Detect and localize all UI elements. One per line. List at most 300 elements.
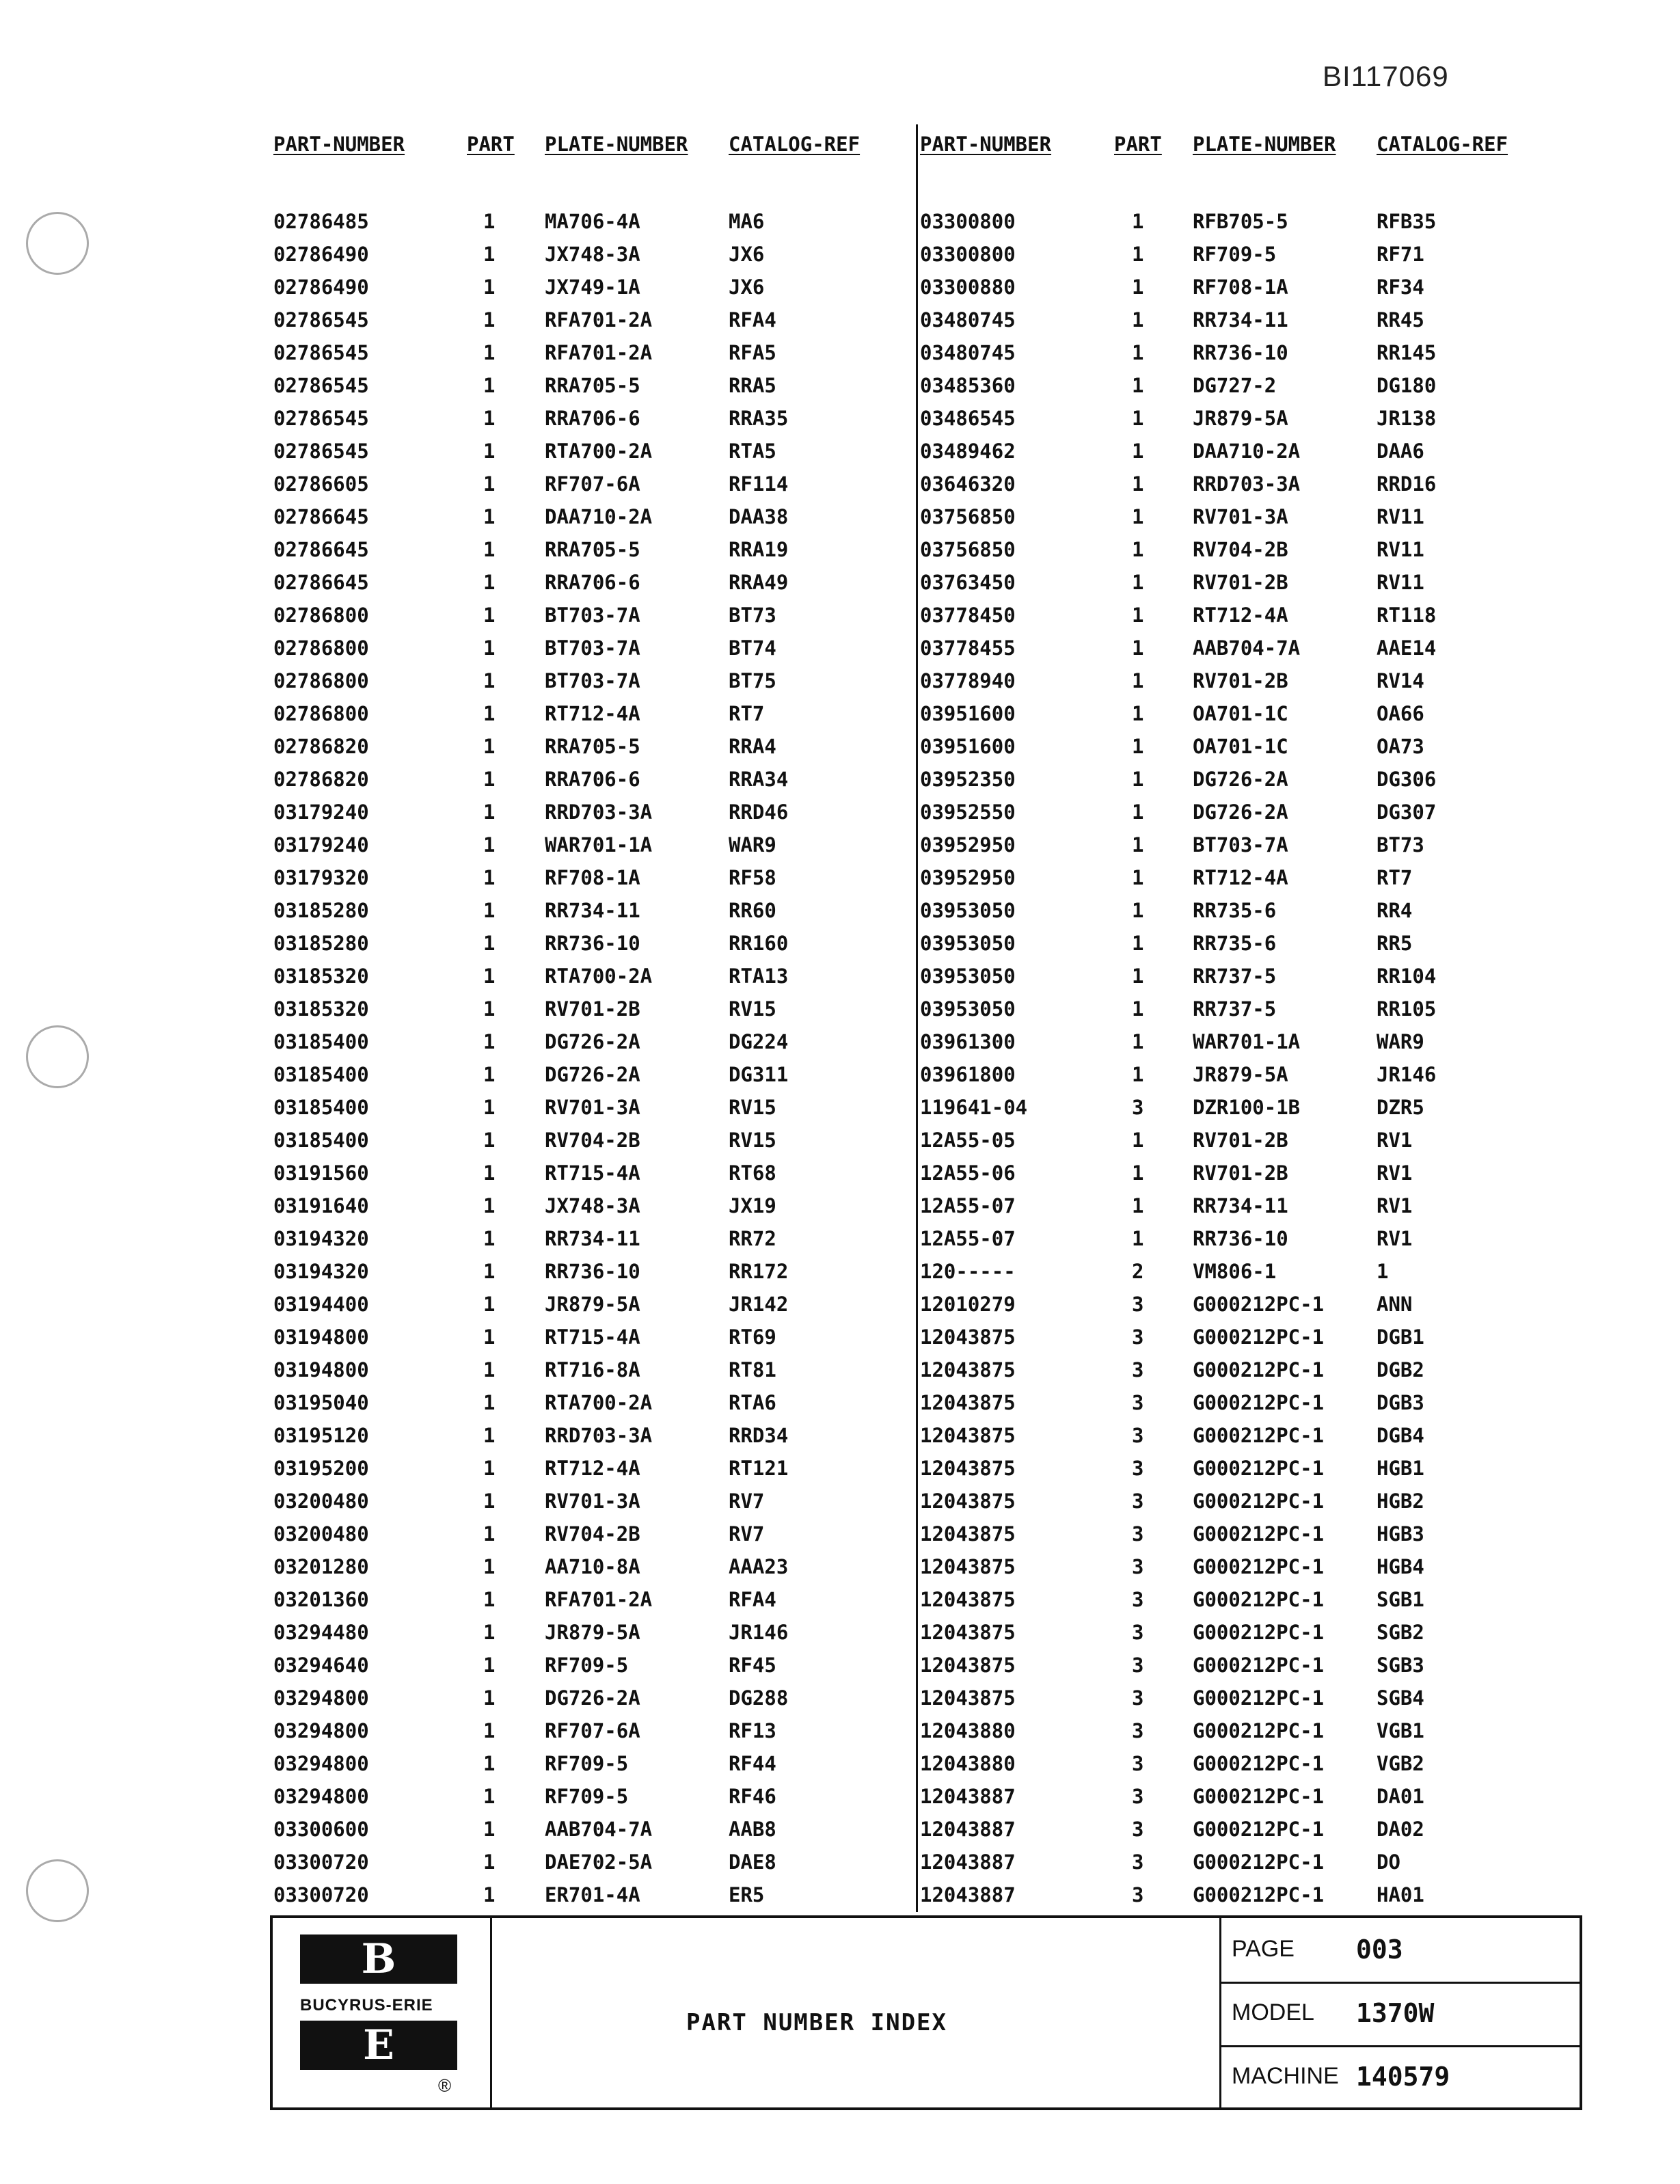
- catalog-ref-cell: ER5: [729, 1883, 765, 1906]
- machine-row: [1219, 2045, 1580, 2109]
- part-number-cell: 03179240: [273, 833, 369, 857]
- plate-number-cell: RRA705-5: [545, 735, 640, 758]
- catalog-ref-cell: RT121: [729, 1457, 789, 1480]
- plate-number-cell: RT712-4A: [1193, 604, 1288, 627]
- catalog-ref-cell: RRA5: [729, 374, 776, 397]
- plate-number-cell: RF709-5: [545, 1654, 629, 1677]
- plate-number-cell: AAB704-7A: [545, 1818, 653, 1841]
- catalog-ref-cell: RV15: [729, 1129, 776, 1152]
- part-number-cell: 03191560: [273, 1161, 369, 1185]
- plate-number-cell: RR737-5: [1193, 965, 1277, 988]
- part-qty-cell: 3: [1132, 1818, 1144, 1841]
- part-number-cell: 120-----: [920, 1260, 1016, 1283]
- catalog-ref-cell: DA01: [1377, 1785, 1424, 1808]
- catalog-ref-cell: DGB3: [1377, 1391, 1424, 1414]
- table-row: [0, 1058, 1680, 1091]
- plate-number-cell: RR734-11: [1193, 308, 1288, 332]
- plate-number-cell: RF708-1A: [545, 866, 640, 889]
- table-row: [0, 1846, 1680, 1878]
- plate-number-cell: RV701-2B: [545, 997, 640, 1021]
- catalog-ref-cell: RF44: [729, 1752, 776, 1775]
- header-part-number-left: PART-NUMBER: [273, 133, 405, 156]
- part-qty-cell: 1: [483, 1522, 496, 1546]
- part-number-cell: 03194400: [273, 1293, 369, 1316]
- catalog-ref-cell: BT75: [729, 669, 776, 692]
- catalog-ref-cell: WAR9: [729, 833, 776, 857]
- plate-number-cell: RR734-11: [1193, 1194, 1288, 1217]
- part-number-cell: 02786800: [273, 669, 369, 692]
- catalog-ref-cell: JR146: [729, 1621, 789, 1644]
- part-qty-cell: 1: [1132, 997, 1144, 1021]
- catalog-ref-cell: RTA6: [729, 1391, 776, 1414]
- part-qty-cell: 1: [483, 997, 496, 1021]
- part-qty-cell: 1: [483, 800, 496, 824]
- plate-number-cell: RRA706-6: [545, 571, 640, 594]
- table-row: [0, 1714, 1680, 1747]
- plate-number-cell: RFA701-2A: [545, 1588, 653, 1611]
- table-row: [0, 1025, 1680, 1058]
- part-qty-cell: 1: [1132, 735, 1144, 758]
- logo-letter-e: E: [363, 2021, 394, 2069]
- catalog-ref-cell: RV11: [1377, 571, 1424, 594]
- part-number-cell: 03200480: [273, 1489, 369, 1513]
- table-row: [0, 1452, 1680, 1485]
- table-row: [0, 468, 1680, 500]
- part-number-cell: 03194320: [273, 1227, 369, 1250]
- machine-value: 140579: [1356, 2062, 1450, 2092]
- part-number-cell: 02786800: [273, 604, 369, 627]
- catalog-ref-cell: RV1: [1377, 1129, 1413, 1152]
- registered-mark: ®: [438, 2075, 452, 2096]
- table-row: [0, 205, 1680, 238]
- plate-number-cell: DG726-2A: [545, 1063, 640, 1086]
- catalog-ref-cell: SGB2: [1377, 1621, 1424, 1644]
- part-number-cell: 12043875: [920, 1489, 1016, 1513]
- part-qty-cell: 1: [483, 669, 496, 692]
- part-number-cell: 12043875: [920, 1621, 1016, 1644]
- part-qty-cell: 1: [483, 1325, 496, 1349]
- part-number-cell: 12043880: [920, 1719, 1016, 1742]
- part-qty-cell: 3: [1132, 1621, 1144, 1644]
- part-qty-cell: 1: [483, 308, 496, 332]
- plate-number-cell: RF709-5: [545, 1785, 629, 1808]
- catalog-ref-cell: RFA4: [729, 308, 776, 332]
- catalog-ref-cell: OA73: [1377, 735, 1424, 758]
- part-qty-cell: 1: [483, 243, 496, 266]
- table-row: [0, 1518, 1680, 1550]
- plate-number-cell: RT716-8A: [545, 1358, 640, 1381]
- part-qty-cell: 1: [1132, 800, 1144, 824]
- part-number-cell: 03953050: [920, 899, 1016, 922]
- catalog-ref-cell: RFA5: [729, 341, 776, 364]
- part-number-cell: 03952950: [920, 833, 1016, 857]
- plate-number-cell: RT712-4A: [545, 1457, 640, 1480]
- catalog-ref-cell: DG288: [729, 1686, 789, 1710]
- part-number-cell: 03185320: [273, 965, 369, 988]
- plate-number-cell: JR879-5A: [545, 1293, 640, 1316]
- page-row: [1219, 1918, 1580, 1984]
- company-logo: [273, 1918, 492, 2107]
- catalog-ref-cell: RV14: [1377, 669, 1424, 692]
- part-qty-cell: 1: [1132, 1227, 1144, 1250]
- part-qty-cell: 1: [483, 1818, 496, 1841]
- plate-number-cell: VM806-1: [1193, 1260, 1277, 1283]
- part-qty-cell: 1: [483, 1096, 496, 1119]
- part-number-cell: 02786820: [273, 768, 369, 791]
- plate-number-cell: WAR701-1A: [545, 833, 653, 857]
- part-qty-cell: 3: [1132, 1555, 1144, 1578]
- part-qty-cell: 1: [483, 1194, 496, 1217]
- table-row: [0, 1747, 1680, 1780]
- plate-number-cell: RRA705-5: [545, 538, 640, 561]
- catalog-ref-cell: RT118: [1377, 604, 1437, 627]
- catalog-ref-cell: RT7: [1377, 866, 1413, 889]
- logo-letter-b: B: [361, 1935, 396, 1983]
- table-row: [0, 1157, 1680, 1189]
- logo-b-block: [300, 1934, 457, 1984]
- part-qty-cell: 1: [483, 1686, 496, 1710]
- part-number-cell: 12043875: [920, 1522, 1016, 1546]
- catalog-ref-cell: HGB1: [1377, 1457, 1424, 1480]
- catalog-ref-cell: RTA5: [729, 440, 776, 463]
- part-number-cell: 03194320: [273, 1260, 369, 1283]
- header-part-left: PART: [467, 133, 515, 156]
- catalog-ref-cell: RT7: [729, 702, 765, 725]
- catalog-ref-cell: WAR9: [1377, 1030, 1424, 1053]
- part-qty-cell: 1: [483, 374, 496, 397]
- catalog-ref-cell: RRA4: [729, 735, 776, 758]
- part-number-cell: 02786490: [273, 243, 369, 266]
- plate-number-cell: RV701-2B: [1193, 1161, 1288, 1185]
- part-number-cell: 03185400: [273, 1063, 369, 1086]
- table-row: [0, 1616, 1680, 1649]
- part-qty-cell: 1: [483, 341, 496, 364]
- plate-number-cell: RV704-2B: [1193, 538, 1288, 561]
- part-qty-cell: 1: [483, 505, 496, 528]
- catalog-ref-cell: RF71: [1377, 243, 1424, 266]
- catalog-ref-cell: RR145: [1377, 341, 1437, 364]
- catalog-ref-cell: RV1: [1377, 1161, 1413, 1185]
- catalog-ref-cell: DG180: [1377, 374, 1437, 397]
- part-number-cell: 03646320: [920, 472, 1016, 496]
- plate-number-cell: BT703-7A: [545, 669, 640, 692]
- part-qty-cell: 1: [483, 866, 496, 889]
- part-qty-cell: 1: [483, 1621, 496, 1644]
- part-qty-cell: 3: [1132, 1096, 1144, 1119]
- catalog-ref-cell: AAB8: [729, 1818, 776, 1841]
- part-number-cell: 12043875: [920, 1457, 1016, 1480]
- model-value: 1370W: [1356, 1998, 1435, 2028]
- part-qty-cell: 1: [483, 1588, 496, 1611]
- header-plate-number-left: PLATE-NUMBER: [545, 133, 688, 156]
- title-block: [270, 1915, 1582, 2110]
- catalog-ref-cell: RRA19: [729, 538, 789, 561]
- plate-number-cell: JR879-5A: [545, 1621, 640, 1644]
- part-number-cell: 03294800: [273, 1719, 369, 1742]
- part-qty-cell: 1: [483, 1358, 496, 1381]
- plate-number-cell: OA701-1C: [1193, 735, 1288, 758]
- table-row: [0, 402, 1680, 435]
- catalog-ref-cell: DGB1: [1377, 1325, 1424, 1349]
- part-qty-cell: 1: [1132, 866, 1144, 889]
- part-qty-cell: 1: [483, 1555, 496, 1578]
- plate-number-cell: BT703-7A: [545, 636, 640, 660]
- parts-table: [0, 205, 1680, 1911]
- catalog-ref-cell: SGB4: [1377, 1686, 1424, 1710]
- table-row: [0, 1091, 1680, 1124]
- catalog-ref-cell: BT74: [729, 636, 776, 660]
- part-number-cell: 03185280: [273, 899, 369, 922]
- plate-number-cell: RV704-2B: [545, 1522, 640, 1546]
- header-catalog-ref-right: CATALOG-REF: [1377, 133, 1508, 156]
- part-number-cell: 03953050: [920, 997, 1016, 1021]
- plate-number-cell: RRA706-6: [545, 768, 640, 791]
- part-qty-cell: 1: [1132, 505, 1144, 528]
- part-number-cell: 03961800: [920, 1063, 1016, 1086]
- logo-e-block: [300, 2021, 457, 2070]
- part-number-cell: 03179320: [273, 866, 369, 889]
- part-qty-cell: 1: [483, 210, 496, 233]
- catalog-ref-cell: DGB2: [1377, 1358, 1424, 1381]
- part-qty-cell: 1: [1132, 407, 1144, 430]
- part-qty-cell: 1: [483, 407, 496, 430]
- part-qty-cell: 1: [483, 965, 496, 988]
- table-row: [0, 271, 1680, 304]
- part-qty-cell: 1: [483, 440, 496, 463]
- catalog-ref-cell: RF114: [729, 472, 789, 496]
- part-number-cell: 02786545: [273, 341, 369, 364]
- catalog-ref-cell: ANN: [1377, 1293, 1413, 1316]
- table-row: [0, 435, 1680, 468]
- part-number-cell: 03195200: [273, 1457, 369, 1480]
- part-number-cell: 03194800: [273, 1358, 369, 1381]
- catalog-ref-cell: RF13: [729, 1719, 776, 1742]
- part-number-cell: 12043875: [920, 1686, 1016, 1710]
- catalog-ref-cell: JR146: [1377, 1063, 1437, 1086]
- table-row: [0, 828, 1680, 861]
- part-qty-cell: 3: [1132, 1686, 1144, 1710]
- plate-number-cell: RR735-6: [1193, 899, 1277, 922]
- part-number-cell: 12043880: [920, 1752, 1016, 1775]
- part-number-cell: 03300720: [273, 1850, 369, 1874]
- part-qty-cell: 1: [483, 1719, 496, 1742]
- part-number-cell: 02786800: [273, 702, 369, 725]
- header-catalog-ref-left: CATALOG-REF: [729, 133, 861, 156]
- table-row: [0, 796, 1680, 828]
- plate-number-cell: RR734-11: [545, 1227, 640, 1250]
- part-qty-cell: 1: [1132, 243, 1144, 266]
- plate-number-cell: RF709-5: [1193, 243, 1277, 266]
- plate-number-cell: G000212PC-1: [1193, 1654, 1325, 1677]
- plate-number-cell: G000212PC-1: [1193, 1621, 1325, 1644]
- catalog-ref-cell: AAE14: [1377, 636, 1437, 660]
- catalog-ref-cell: RR104: [1377, 965, 1437, 988]
- plate-number-cell: BT703-7A: [1193, 833, 1288, 857]
- catalog-ref-cell: RT68: [729, 1161, 776, 1185]
- catalog-ref-cell: 1: [1377, 1260, 1389, 1283]
- plate-number-cell: RFA701-2A: [545, 308, 653, 332]
- catalog-ref-cell: BT73: [729, 604, 776, 627]
- catalog-ref-cell: HGB4: [1377, 1555, 1424, 1578]
- catalog-ref-cell: RV15: [729, 997, 776, 1021]
- plate-number-cell: G000212PC-1: [1193, 1752, 1325, 1775]
- plate-number-cell: DG726-2A: [545, 1030, 640, 1053]
- header-part-number-right: PART-NUMBER: [920, 133, 1052, 156]
- part-qty-cell: 2: [1132, 1260, 1144, 1283]
- plate-number-cell: JX749-1A: [545, 275, 640, 299]
- part-number-cell: 03480745: [920, 308, 1016, 332]
- part-qty-cell: 1: [483, 1227, 496, 1250]
- catalog-ref-cell: DGB4: [1377, 1424, 1424, 1447]
- part-qty-cell: 3: [1132, 1654, 1144, 1677]
- part-qty-cell: 1: [1132, 374, 1144, 397]
- plate-number-cell: RTA700-2A: [545, 965, 653, 988]
- plate-number-cell: JR879-5A: [1193, 1063, 1288, 1086]
- plate-number-cell: DG727-2: [1193, 374, 1277, 397]
- part-number-cell: 03294640: [273, 1654, 369, 1677]
- part-number-cell: 03763450: [920, 571, 1016, 594]
- plate-number-cell: RRD703-3A: [545, 800, 653, 824]
- table-row: [0, 1353, 1680, 1386]
- catalog-ref-cell: JR138: [1377, 407, 1437, 430]
- table-row: [0, 500, 1680, 533]
- plate-number-cell: MA706-4A: [545, 210, 640, 233]
- part-qty-cell: 1: [1132, 965, 1144, 988]
- table-row: [0, 894, 1680, 927]
- part-qty-cell: 1: [483, 1883, 496, 1906]
- catalog-ref-cell: RFB35: [1377, 210, 1437, 233]
- plate-number-cell: RV701-3A: [1193, 505, 1288, 528]
- part-qty-cell: 1: [1132, 210, 1144, 233]
- catalog-ref-cell: RT81: [729, 1358, 776, 1381]
- catalog-ref-cell: JR142: [729, 1293, 789, 1316]
- catalog-ref-cell: RV11: [1377, 538, 1424, 561]
- catalog-ref-cell: HGB2: [1377, 1489, 1424, 1513]
- table-row: [0, 1813, 1680, 1846]
- plate-number-cell: RF707-6A: [545, 1719, 640, 1742]
- part-number-cell: 12A55-05: [920, 1129, 1016, 1152]
- part-number-cell: 02786605: [273, 472, 369, 496]
- plate-number-cell: RV701-2B: [1193, 571, 1288, 594]
- part-qty-cell: 1: [483, 735, 496, 758]
- part-number-cell: 02786545: [273, 374, 369, 397]
- part-number-cell: 03185320: [273, 997, 369, 1021]
- part-number-cell: 03294800: [273, 1686, 369, 1710]
- part-number-cell: 03778940: [920, 669, 1016, 692]
- catalog-ref-cell: RF45: [729, 1654, 776, 1677]
- plate-number-cell: RF709-5: [545, 1752, 629, 1775]
- part-number-cell: 02786800: [273, 636, 369, 660]
- catalog-ref-cell: DG306: [1377, 768, 1437, 791]
- part-qty-cell: 1: [483, 1391, 496, 1414]
- plate-number-cell: RRA705-5: [545, 374, 640, 397]
- plate-number-cell: RV701-2B: [1193, 1129, 1288, 1152]
- catalog-ref-cell: DAA38: [729, 505, 789, 528]
- part-qty-cell: 1: [1132, 833, 1144, 857]
- part-qty-cell: 3: [1132, 1752, 1144, 1775]
- plate-number-cell: RV701-3A: [545, 1096, 640, 1119]
- part-number-cell: 03952550: [920, 800, 1016, 824]
- part-qty-cell: 1: [483, 538, 496, 561]
- table-row: [0, 1682, 1680, 1714]
- plate-number-cell: RT715-4A: [545, 1325, 640, 1349]
- catalog-ref-cell: DG307: [1377, 800, 1437, 824]
- part-qty-cell: 1: [483, 833, 496, 857]
- plate-number-cell: G000212PC-1: [1193, 1489, 1325, 1513]
- catalog-ref-cell: SGB1: [1377, 1588, 1424, 1611]
- catalog-ref-cell: RR5: [1377, 932, 1413, 955]
- part-qty-cell: 1: [483, 1654, 496, 1677]
- part-number-cell: 03300600: [273, 1818, 369, 1841]
- catalog-ref-cell: RF58: [729, 866, 776, 889]
- part-qty-cell: 3: [1132, 1785, 1144, 1808]
- plate-number-cell: RTA700-2A: [545, 440, 653, 463]
- part-number-cell: 03756850: [920, 505, 1016, 528]
- table-row: [0, 304, 1680, 336]
- part-qty-cell: 1: [1132, 1063, 1144, 1086]
- catalog-ref-cell: JX6: [729, 275, 765, 299]
- plate-number-cell: RRA706-6: [545, 407, 640, 430]
- part-number-cell: 03953050: [920, 965, 1016, 988]
- catalog-ref-cell: RR60: [729, 899, 776, 922]
- plate-number-cell: G000212PC-1: [1193, 1686, 1325, 1710]
- plate-number-cell: DAA710-2A: [545, 505, 653, 528]
- catalog-ref-cell: DZR5: [1377, 1096, 1424, 1119]
- part-qty-cell: 1: [483, 1129, 496, 1152]
- part-qty-cell: 1: [483, 1457, 496, 1480]
- plate-number-cell: RR736-10: [1193, 1227, 1288, 1250]
- part-number-cell: 12043875: [920, 1555, 1016, 1578]
- catalog-ref-cell: RRD34: [729, 1424, 789, 1447]
- part-number-cell: 03185400: [273, 1129, 369, 1152]
- catalog-ref-cell: JX19: [729, 1194, 776, 1217]
- part-number-cell: 12043875: [920, 1424, 1016, 1447]
- part-qty-cell: 1: [1132, 669, 1144, 692]
- part-number-cell: 02786485: [273, 210, 369, 233]
- part-number-cell: 03300880: [920, 275, 1016, 299]
- table-row: [0, 1124, 1680, 1157]
- page-value: 003: [1356, 1934, 1403, 1965]
- table-row: [0, 336, 1680, 369]
- part-qty-cell: 1: [483, 1785, 496, 1808]
- info-cell: [1219, 1918, 1580, 2107]
- plate-number-cell: ER701-4A: [545, 1883, 640, 1906]
- table-row: [0, 1780, 1680, 1813]
- model-row: [1219, 1982, 1580, 2047]
- table-row: [0, 730, 1680, 763]
- catalog-ref-cell: BT73: [1377, 833, 1424, 857]
- part-qty-cell: 3: [1132, 1424, 1144, 1447]
- catalog-ref-cell: RR45: [1377, 308, 1424, 332]
- part-qty-cell: 1: [483, 1030, 496, 1053]
- table-row: [0, 960, 1680, 993]
- part-qty-cell: 1: [483, 1850, 496, 1874]
- plate-number-cell: RTA700-2A: [545, 1391, 653, 1414]
- document-title: PART NUMBER INDEX: [686, 2009, 947, 2036]
- part-number-cell: 03951600: [920, 735, 1016, 758]
- plate-number-cell: RR736-10: [545, 932, 640, 955]
- part-qty-cell: 3: [1132, 1522, 1144, 1546]
- catalog-ref-cell: RRD16: [1377, 472, 1437, 496]
- plate-number-cell: G000212PC-1: [1193, 1358, 1325, 1381]
- part-qty-cell: 1: [483, 1161, 496, 1185]
- table-row: [0, 1255, 1680, 1288]
- part-qty-cell: 1: [483, 1424, 496, 1447]
- part-qty-cell: 1: [483, 1063, 496, 1086]
- table-row: [0, 533, 1680, 566]
- catalog-ref-cell: MA6: [729, 210, 765, 233]
- catalog-ref-cell: DAA6: [1377, 440, 1424, 463]
